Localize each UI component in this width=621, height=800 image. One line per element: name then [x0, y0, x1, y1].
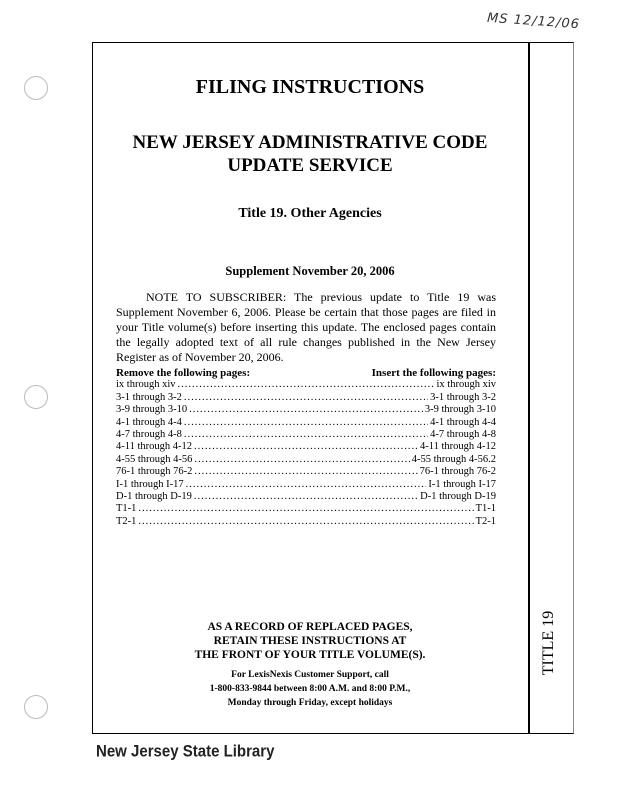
handwritten-note: MS 12/12/06	[486, 10, 581, 33]
dot-leader	[194, 441, 418, 453]
subtitle-line: UPDATE SERVICE	[227, 155, 393, 176]
page-row	[116, 503, 496, 515]
page-row	[116, 516, 496, 528]
dot-leader	[186, 479, 427, 491]
remove-pages: I-1 through I-17	[116, 478, 184, 490]
support-line: Monday through Friday, except holidays	[227, 698, 393, 708]
insert-pages: 3-1 through 3-2	[430, 391, 496, 403]
punch-hole	[24, 385, 48, 409]
page-row	[116, 466, 496, 478]
dot-leader	[184, 417, 428, 429]
insert-heading: Insert the following pages:	[371, 367, 496, 379]
page-row	[116, 429, 496, 441]
insert-pages: I-1 through I-17	[428, 478, 496, 490]
insert-pages: ix through xiv	[436, 379, 496, 391]
dot-leader	[184, 429, 428, 441]
pages-table	[116, 367, 496, 528]
record-line: THE FRONT OF YOUR TITLE VOLUME(S).	[194, 649, 426, 661]
remove-pages: 4-11 through 4-12	[116, 441, 193, 453]
dot-leader	[184, 392, 428, 404]
page-row	[116, 454, 496, 466]
page-row	[116, 404, 496, 416]
punch-hole	[24, 695, 48, 719]
dot-leader	[138, 503, 473, 515]
page-row	[116, 479, 496, 491]
insert-pages: T1-1	[475, 503, 496, 515]
insert-pages: 76-1 through 76-2	[419, 466, 496, 478]
record-notice	[92, 620, 528, 662]
insert-pages: 4-7 through 4-8	[430, 429, 496, 441]
insert-pages: 4-55 through 4-56.2	[411, 453, 496, 465]
page-row	[116, 379, 496, 391]
supplement-date: Supplement November 20, 2006	[225, 264, 395, 278]
remove-pages: 4-1 through 4-4	[116, 416, 182, 428]
dot-leader	[194, 454, 409, 466]
support-line: For LexisNexis Customer Support, call	[231, 670, 389, 680]
pages-header	[116, 367, 496, 379]
remove-heading: Remove the following pages:	[116, 367, 251, 379]
customer-support	[92, 668, 528, 710]
remove-pages: 76-1 through 76-2	[116, 466, 193, 478]
subscriber-note: NOTE TO SUBSCRIBER: The previous update to Title 19 was Supplement November 6, 2006. Please be certain that those pages are filed in your Title volume(s) before inserting this update. The enclosed pages contain the legally adopted text of all rule changes published in the New Jersey Register as of November 20, 2006.	[116, 290, 496, 364]
remove-pages: 4-55 through 4-56	[116, 453, 193, 465]
record-line: RETAIN THESE INSTRUCTIONS AT	[213, 635, 407, 647]
insert-pages: 3-9 through 3-10	[424, 404, 496, 416]
title-number: Title 19. Other Agencies	[238, 206, 382, 221]
insert-pages: D-1 through D-19	[420, 491, 496, 503]
remove-pages: T2-1	[116, 515, 137, 527]
library-stamp: New Jersey State Library	[96, 742, 275, 761]
tab-label: TITLE 19	[540, 610, 557, 676]
remove-pages: T1-1	[116, 503, 137, 515]
page-row	[116, 392, 496, 404]
subtitle-line: NEW JERSEY ADMINISTRATIVE CODE	[132, 132, 488, 153]
remove-pages: 3-9 through 3-10	[116, 404, 188, 416]
punch-hole	[24, 76, 48, 100]
insert-pages: 4-1 through 4-4	[430, 416, 496, 428]
dot-leader	[138, 516, 473, 528]
record-line: AS A RECORD OF REPLACED PAGES,	[207, 621, 413, 633]
insert-pages: 4-11 through 4-12	[419, 441, 496, 453]
remove-pages: 3-1 through 3-2	[116, 391, 182, 403]
page-row	[116, 417, 496, 429]
dot-leader	[194, 491, 418, 503]
page-title: FILING INSTRUCTIONS	[195, 76, 425, 98]
remove-pages: 4-7 through 4-8	[116, 429, 182, 441]
page-row	[116, 441, 496, 453]
pages-rows	[116, 379, 496, 528]
support-line: 1-800-833-9844 between 8:00 A.M. and 8:00 P.M.,	[209, 684, 411, 694]
remove-pages: ix through xiv	[116, 379, 176, 391]
page-row	[116, 491, 496, 503]
dot-leader	[189, 404, 423, 416]
dot-leader	[194, 466, 417, 478]
insert-pages: T2-1	[475, 515, 496, 527]
dot-leader	[178, 379, 435, 391]
remove-pages: D-1 through D-19	[116, 491, 192, 503]
page-subtitle	[92, 131, 528, 177]
